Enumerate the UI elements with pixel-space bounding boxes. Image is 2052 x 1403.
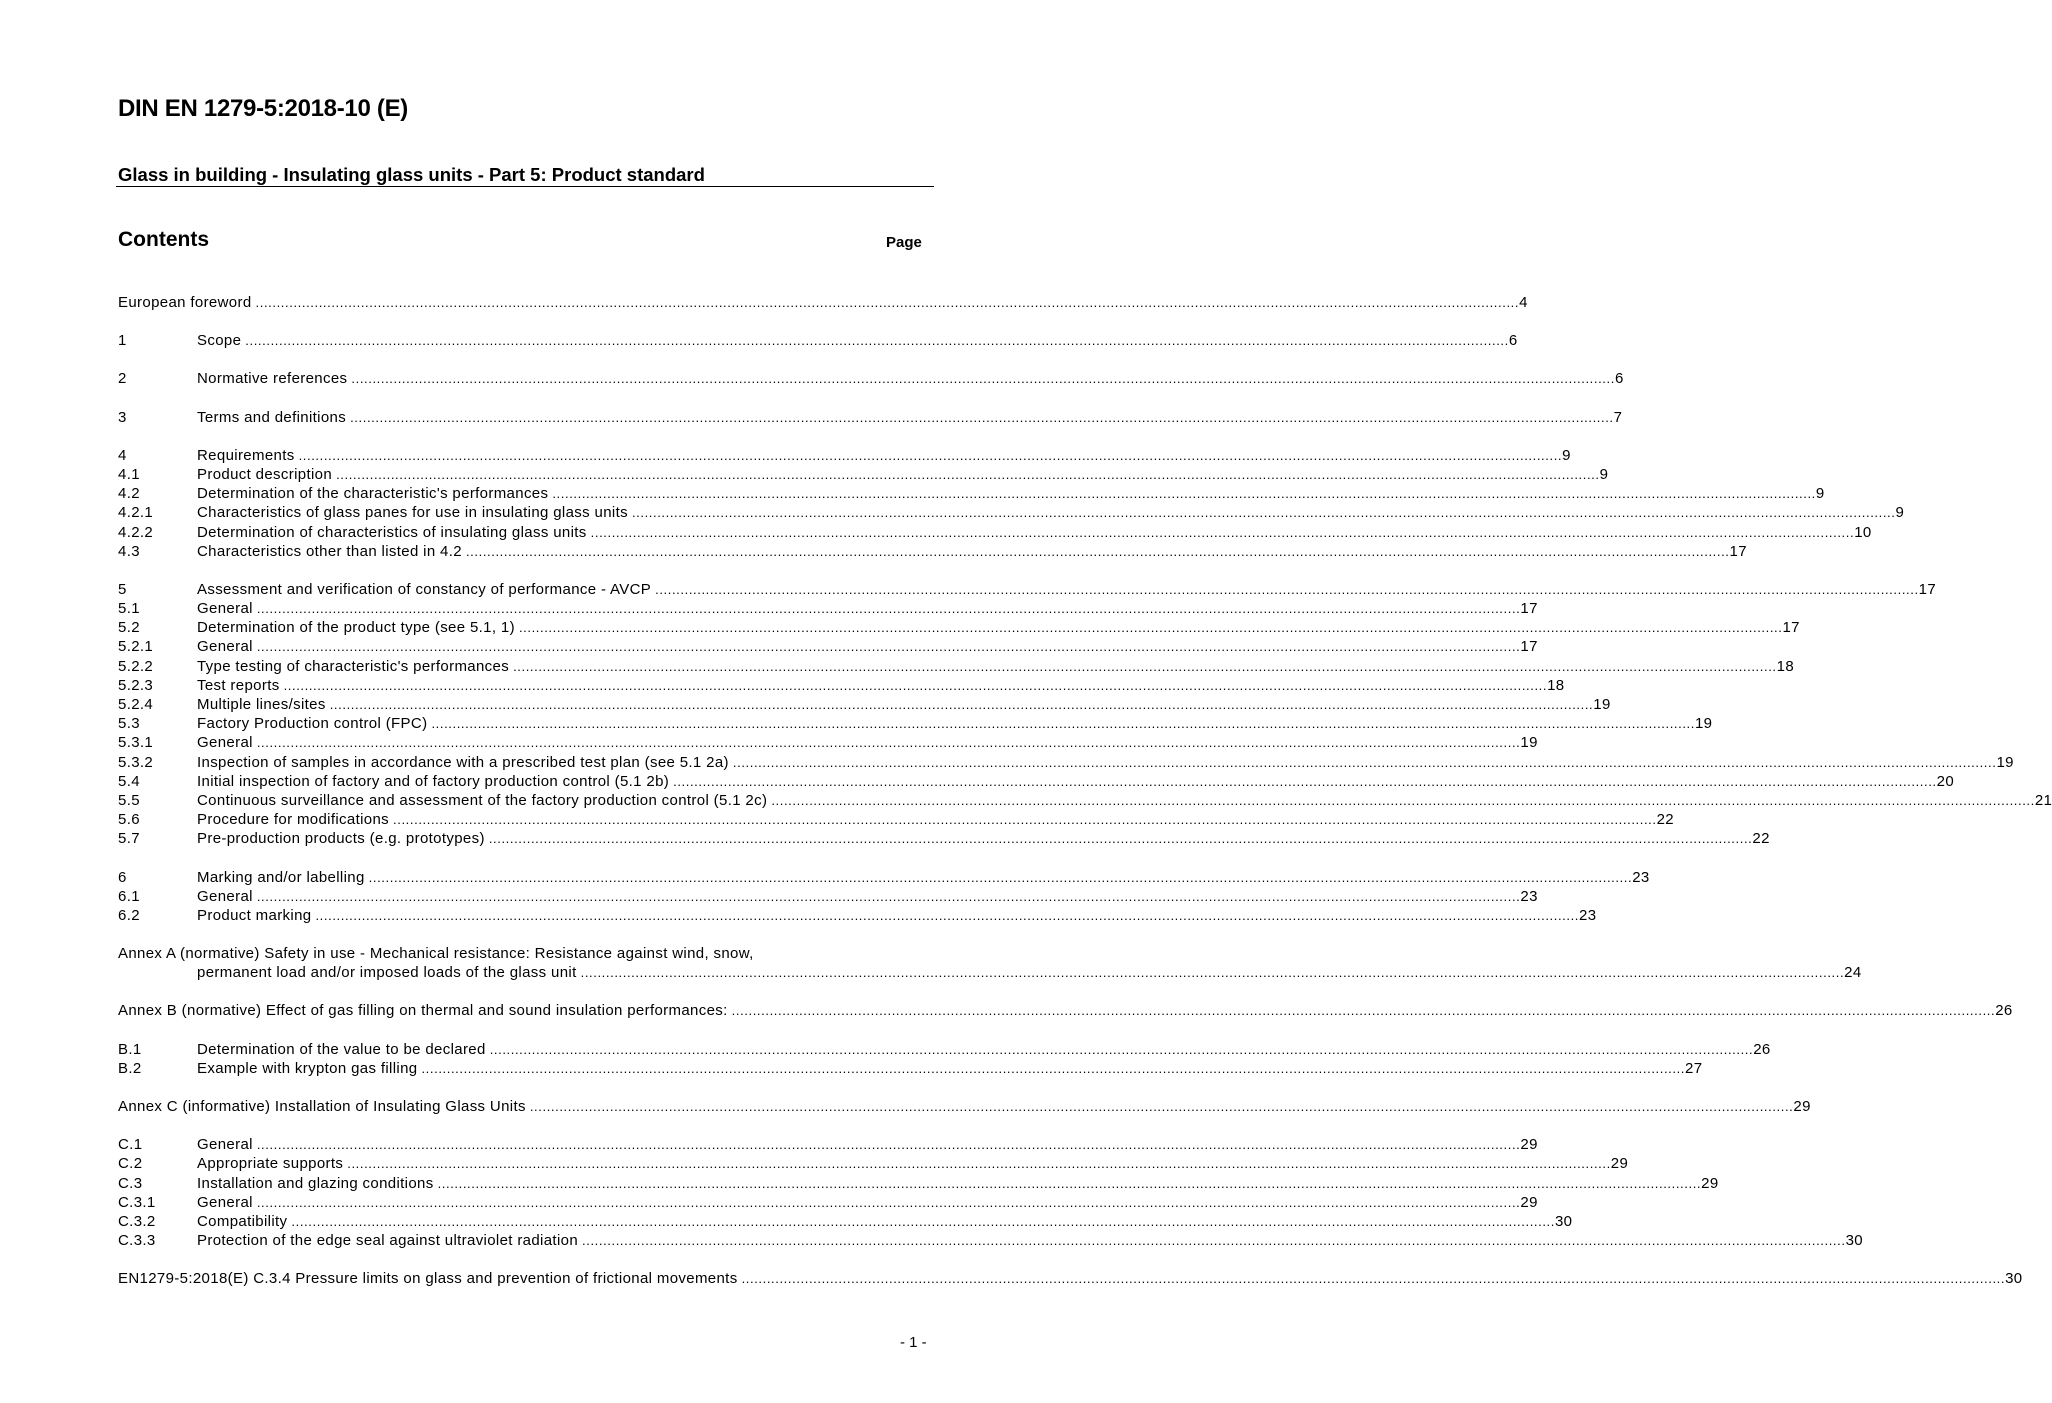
contents-heading: Contents xyxy=(118,228,209,251)
toc-entry[interactable] xyxy=(118,637,1538,656)
toc-entry-page: 10 xyxy=(1854,523,1872,541)
toc-entry-page: 23 xyxy=(1520,887,1538,905)
toc-entry-number: 4.2 xyxy=(118,485,140,503)
toc-entry-number: C.3.2 xyxy=(118,1212,156,1230)
toc-entry-number: 1 xyxy=(118,332,127,350)
toc-entry-page: 6 xyxy=(1614,370,1624,388)
toc-entry-title: EN1279-5:2018(E) C.3.4 Pressure limits on glass and prevention of frictional movements xyxy=(118,1270,738,1288)
toc-entry[interactable] xyxy=(118,465,1609,484)
toc-dot-leader: ............................................................................................................................................................................................................................................................................................................ xyxy=(256,735,1521,751)
toc-entry-title: Annex A (normative) Safety in use - Mechanical resistance: Resistance against wind, snow, xyxy=(118,945,754,963)
toc-entry-page: 30 xyxy=(1554,1212,1573,1230)
toc-entry-title: Continuous surveillance and assessment of the factory production control (5.1 2c) xyxy=(197,791,768,809)
toc-dot-leader: ............................................................................................................................................................................................................................................................................................................ xyxy=(590,524,1855,540)
toc-entry-title: Test reports xyxy=(197,676,280,694)
toc-entry-title: General xyxy=(197,734,253,752)
toc-entry-page: 26 xyxy=(1753,1040,1771,1058)
toc-entry-title: European foreword xyxy=(118,294,252,311)
toc-dot-leader: ............................................................................................................................................................................................................................................................................................................ xyxy=(731,1003,1996,1019)
toc-entry-page: 17 xyxy=(1520,638,1538,656)
toc-entry[interactable] xyxy=(118,1269,2023,1288)
toc-entry-number: 4.3 xyxy=(118,542,140,560)
toc-entry-number: C.3 xyxy=(118,1174,143,1192)
toc-entry[interactable] xyxy=(118,676,1565,695)
toc-entry-title: Procedure for modifications xyxy=(197,811,390,829)
toc-entry-page: 9 xyxy=(1815,485,1825,503)
toc-entry[interactable] xyxy=(118,408,1623,427)
toc-dot-leader: ............................................................................................................................................................................................................................................................................................................ xyxy=(255,295,1520,310)
toc-dot-leader: ............................................................................................................................................................................................................................................................................................................ xyxy=(350,409,1614,425)
toc-entry-title: Annex C (informative) Installation of Insulating Glass Units xyxy=(118,1098,526,1115)
toc-entry-number: B.2 xyxy=(118,1059,142,1077)
toc-entry-page: 19 xyxy=(1694,715,1713,733)
toc-entry-title: Assessment and verification of constancy of performance - AVCP xyxy=(197,580,652,598)
toc-entry[interactable] xyxy=(118,523,1872,542)
toc-entry-title: General xyxy=(197,887,253,905)
toc-entry[interactable] xyxy=(118,369,1624,388)
toc-entry-page: 29 xyxy=(1610,1155,1629,1173)
toc-entry-title: Scope xyxy=(197,332,242,350)
toc-dot-leader: ............................................................................................................................................................................................................................................................................................................ xyxy=(315,907,1580,923)
toc-entry-title: Terms and definitions xyxy=(197,408,347,426)
toc-entry-title: Example with krypton gas filling xyxy=(197,1059,418,1077)
toc-dot-leader: ............................................................................................................................................................................................................................................................................................................ xyxy=(256,639,1521,655)
toc-entry-number: B.1 xyxy=(118,1040,142,1058)
toc-entry[interactable] xyxy=(118,695,1611,714)
toc-dot-leader: ............................................................................................................................................................................................................................................................................................................ xyxy=(431,716,1695,732)
toc-entry[interactable] xyxy=(118,1001,2013,1020)
toc-dot-leader: ............................................................................................................................................................................................................................................................................................................ xyxy=(741,1271,2006,1287)
toc-entry[interactable] xyxy=(118,829,1770,848)
toc-entry-page: 29 xyxy=(1793,1098,1811,1115)
toc-dot-leader: ............................................................................................................................................................................................................................................................................................................ xyxy=(336,466,1600,482)
toc-entry-title: Characteristics other than listed in 4.2 xyxy=(197,542,462,560)
toc-entry-page: 23 xyxy=(1579,906,1597,924)
toc-entry[interactable] xyxy=(118,503,1905,522)
toc-dot-leader: ............................................................................................................................................................................................................................................................................................................ xyxy=(529,1099,1794,1114)
toc-entry-title: Characteristics of glass panes for use in insulating glass units xyxy=(197,504,628,522)
toc-main-section xyxy=(118,293,2052,925)
toc-entry[interactable] xyxy=(118,580,1937,599)
toc-entry-page: 9 xyxy=(1599,465,1609,483)
page-number: - 1 - xyxy=(900,1334,927,1351)
table-of-contents xyxy=(118,293,2052,1289)
toc-entry-page: 29 xyxy=(1520,1193,1538,1211)
toc-dot-leader: ............................................................................................................................................................................................................................................................................................................ xyxy=(465,543,1730,559)
toc-entry-number: 5.2.2 xyxy=(118,657,154,675)
toc-entry-title: Product marking xyxy=(197,906,312,924)
toc-entry[interactable] xyxy=(118,331,1518,350)
toc-dot-leader: ............................................................................................................................................................................................................................................................................................................ xyxy=(582,1233,1846,1249)
toc-entry[interactable] xyxy=(118,1231,1863,1250)
toc-entry-number: 6.1 xyxy=(118,887,140,905)
toc-entry-page: 24 xyxy=(1844,964,1862,982)
toc-annex-section xyxy=(118,1001,2023,1288)
toc-entry-title: Pre-production products (e.g. prototypes) xyxy=(197,830,485,848)
toc-entry[interactable] xyxy=(118,484,1825,503)
toc-entry-page: 19 xyxy=(1593,696,1611,713)
toc-dot-leader: ............................................................................................................................................................................................................................................................................................................ xyxy=(518,620,1783,636)
toc-entry-page: 18 xyxy=(1547,676,1565,694)
toc-entry[interactable] xyxy=(118,733,1538,752)
document-subtitle: Glass in building - Insulating glass units - Part 5: Product standard xyxy=(118,164,705,185)
toc-dot-leader: ............................................................................................................................................................................................................................................................................................................ xyxy=(552,486,1816,502)
toc-entry[interactable] xyxy=(118,810,1674,829)
toc-entry-page: 21 xyxy=(2034,791,2052,809)
toc-entry-number: 5.3.2 xyxy=(118,753,154,771)
toc-entry-title: Protection of the edge seal against ultraviolet radiation xyxy=(197,1232,579,1250)
toc-entry[interactable] xyxy=(118,1040,1771,1059)
toc-entry-annex-a-continued[interactable] xyxy=(118,963,1862,982)
toc-entry-title: permanent load and/or imposed loads of the glass unit xyxy=(197,964,577,982)
toc-entry-title: Product description xyxy=(197,465,333,483)
toc-entry-number: 5.3.1 xyxy=(118,734,154,752)
toc-entry-number: 5.2.3 xyxy=(118,676,154,694)
toc-entry-page: 17 xyxy=(1729,542,1747,560)
toc-entry-page: 29 xyxy=(1520,1136,1538,1154)
toc-entry-title: Multiple lines/sites xyxy=(197,696,326,713)
toc-entry-page: 7 xyxy=(1613,408,1623,426)
toc-entry-title: Requirements xyxy=(197,446,295,464)
toc-entry-title: General xyxy=(197,1136,253,1154)
toc-dot-leader: ............................................................................................................................................................................................................................................................................................................ xyxy=(368,869,1633,885)
toc-entry[interactable] xyxy=(118,446,1571,465)
toc-entry[interactable] xyxy=(118,293,1528,312)
toc-entry-number: 5.2 xyxy=(118,619,140,637)
toc-entry[interactable] xyxy=(118,1154,1629,1173)
toc-entry-number: 4 xyxy=(118,446,127,464)
toc-dot-leader: ............................................................................................................................................................................................................................................................................................................ xyxy=(329,697,1594,712)
toc-entry-title: Determination of the product type (see 5.1, 1) xyxy=(197,619,515,637)
toc-entry-title: Appropriate supports xyxy=(197,1155,344,1173)
toc-entry-page: 27 xyxy=(1685,1059,1703,1077)
toc-entry[interactable] xyxy=(118,1135,1538,1154)
toc-entry[interactable] xyxy=(118,791,2052,810)
toc-dot-leader: ............................................................................................................................................................................................................................................................................................................ xyxy=(347,1156,1611,1172)
toc-entry-number: C.2 xyxy=(118,1155,143,1173)
toc-dot-leader: ............................................................................................................................................................................................................................................................................................................ xyxy=(256,888,1521,904)
toc-entry-annex-a[interactable] xyxy=(118,944,921,963)
toc-entry-page: 6 xyxy=(1508,332,1518,350)
toc-entry-number: 4.1 xyxy=(118,465,140,483)
toc-entry-title: Installation and glazing conditions xyxy=(197,1174,434,1192)
toc-entry[interactable] xyxy=(118,1212,1573,1231)
toc-entry-title: Inspection of samples in accordance with a prescribed test plan (see 5.1 2a) xyxy=(197,753,729,771)
toc-dot-leader: ............................................................................................................................................................................................................................................................................................................ xyxy=(580,965,1845,981)
toc-entry-title: Determination of the characteristic's performances xyxy=(197,485,549,503)
toc-entry-number: 5.5 xyxy=(118,791,140,809)
toc-entry[interactable] xyxy=(118,1059,1703,1078)
toc-entry-page: 30 xyxy=(2005,1270,2023,1288)
toc-entry-page: 18 xyxy=(1776,657,1795,675)
toc-entry[interactable] xyxy=(118,1193,1538,1212)
toc-entry-title: Marking and/or labelling xyxy=(197,868,365,886)
toc-entry[interactable] xyxy=(118,868,1650,887)
toc-entry-title: General xyxy=(197,1193,253,1211)
toc-entry-page: 23 xyxy=(1632,868,1650,886)
toc-entry-number: 5.4 xyxy=(118,772,140,790)
toc-entry-number: 5 xyxy=(118,580,127,598)
toc-entry-page: 20 xyxy=(1936,772,1955,790)
toc-entry[interactable] xyxy=(118,542,1747,561)
toc-entry-number: 5.3 xyxy=(118,715,140,733)
toc-entry-number: 2 xyxy=(118,370,127,388)
page-column-heading: Page xyxy=(886,234,922,251)
document-title: DIN EN 1279-5:2018-10 (E) xyxy=(118,95,408,122)
toc-entry[interactable] xyxy=(118,599,1538,618)
toc-entry[interactable] xyxy=(118,772,1955,791)
toc-entry-page: 17 xyxy=(1918,580,1937,598)
toc-entry-title: General xyxy=(197,638,253,656)
toc-entry-number: 5.7 xyxy=(118,830,140,848)
toc-entry[interactable] xyxy=(118,657,1795,676)
toc-entry-title: Initial inspection of factory and of factory production control (5.1 2b) xyxy=(197,772,670,790)
toc-dot-leader: ............................................................................................................................................................................................................................................................................................................ xyxy=(771,792,2035,808)
toc-dot-leader: ............................................................................................................................................................................................................................................................................................................ xyxy=(291,1213,1555,1229)
toc-entry-page: 26 xyxy=(1995,1002,2013,1020)
toc-dot-leader: ............................................................................................................................................................................................................................................................................................................ xyxy=(393,812,1657,828)
toc-dot-leader: ............................................................................................................................................................................................................................................................................................................ xyxy=(631,505,1896,521)
toc-dot-leader: ............................................................................................................................................................................................................................................................................................................ xyxy=(673,773,1937,789)
toc-entry-number: 5.2.1 xyxy=(118,638,154,656)
toc-entry-page: 22 xyxy=(1752,830,1770,848)
toc-dot-leader: ............................................................................................................................................................................................................................................................................................................ xyxy=(488,831,1753,847)
toc-entry-number: C.1 xyxy=(118,1136,143,1154)
toc-dot-leader: ............................................................................................................................................................................................................................................................................................................ xyxy=(437,1175,1702,1191)
toc-dot-leader: ............................................................................................................................................................................................................................................................................................................ xyxy=(256,601,1521,617)
toc-entry-page: 29 xyxy=(1701,1174,1719,1192)
toc-entry-page: 19 xyxy=(1520,734,1538,752)
toc-entry-page: 17 xyxy=(1782,619,1800,637)
toc-dot-leader: ............................................................................................................................................................................................................................................................................................................ xyxy=(732,754,1997,770)
toc-entry-page: 9 xyxy=(1895,504,1905,522)
toc-entry[interactable] xyxy=(118,887,1538,906)
toc-entry[interactable] xyxy=(118,714,1713,733)
toc-dot-leader: ............................................................................................................................................................................................................................................................................................................ xyxy=(489,1041,1754,1057)
toc-entry-number: 5.6 xyxy=(118,811,140,829)
toc-dot-leader: ............................................................................................................................................................................................................................................................................................................ xyxy=(351,371,1615,387)
toc-entry-number: 4.2.2 xyxy=(118,523,154,541)
toc-entry-page: 9 xyxy=(1562,446,1571,464)
toc-entry-number: 5.2.4 xyxy=(118,696,154,713)
toc-entry-title: Determination of the value to be declared xyxy=(197,1040,486,1058)
toc-entry-page: 19 xyxy=(1996,753,2014,771)
toc-entry[interactable] xyxy=(118,1174,1719,1193)
toc-entry-number: C.3.1 xyxy=(118,1193,156,1211)
toc-entry-title: Compatibility xyxy=(197,1212,288,1230)
toc-entry-page: 30 xyxy=(1845,1232,1863,1250)
toc-entry-title: Annex B (normative) Effect of gas filling on thermal and sound insulation performances: xyxy=(118,1002,728,1020)
toc-entry-number: 6.2 xyxy=(118,906,140,924)
toc-entry-title: Factory Production control (FPC) xyxy=(197,715,428,733)
toc-entry-number: 5.1 xyxy=(118,600,140,618)
toc-dot-leader: ............................................................................................................................................................................................................................................................................................................ xyxy=(298,447,1563,463)
toc-dot-leader: ............................................................................................................................................................................................................................................................................................................ xyxy=(256,1194,1521,1210)
title-divider xyxy=(116,186,934,187)
toc-entry-number: 4.2.1 xyxy=(118,504,154,522)
toc-entry[interactable] xyxy=(118,906,1597,925)
toc-dot-leader: ............................................................................................................................................................................................................................................................................................................ xyxy=(421,1060,1686,1076)
toc-entry-title: Normative references xyxy=(197,370,348,388)
toc-entry-title: Determination of characteristics of insulating glass units xyxy=(197,523,587,541)
toc-entry-page: 22 xyxy=(1656,811,1674,829)
toc-dot-leader: ............................................................................................................................................................................................................................................................................................................ xyxy=(513,658,1777,674)
toc-entry-title: General xyxy=(197,600,253,618)
toc-dot-leader: ............................................................................................................................................................................................................................................................................................................ xyxy=(283,677,1548,693)
toc-entry-page: 4 xyxy=(1519,294,1528,311)
toc-entry[interactable] xyxy=(118,618,1800,637)
toc-dot-leader: ............................................................................................................................................................................................................................................................................................................ xyxy=(245,333,1509,349)
toc-entry-title: Type testing of characteristic's performances xyxy=(197,657,510,675)
toc-entry-number: C.3.3 xyxy=(118,1232,156,1250)
toc-entry-number: 6 xyxy=(118,868,127,886)
toc-entry[interactable] xyxy=(118,753,2014,772)
toc-dot-leader: ............................................................................................................................................................................................................................................................................................................ xyxy=(256,1137,1521,1153)
toc-dot-leader: ............................................................................................................................................................................................................................................................................................................ xyxy=(655,581,1919,597)
toc-entry-number: 3 xyxy=(118,408,127,426)
toc-entry[interactable] xyxy=(118,1097,1811,1116)
toc-entry-page: 17 xyxy=(1520,600,1538,618)
